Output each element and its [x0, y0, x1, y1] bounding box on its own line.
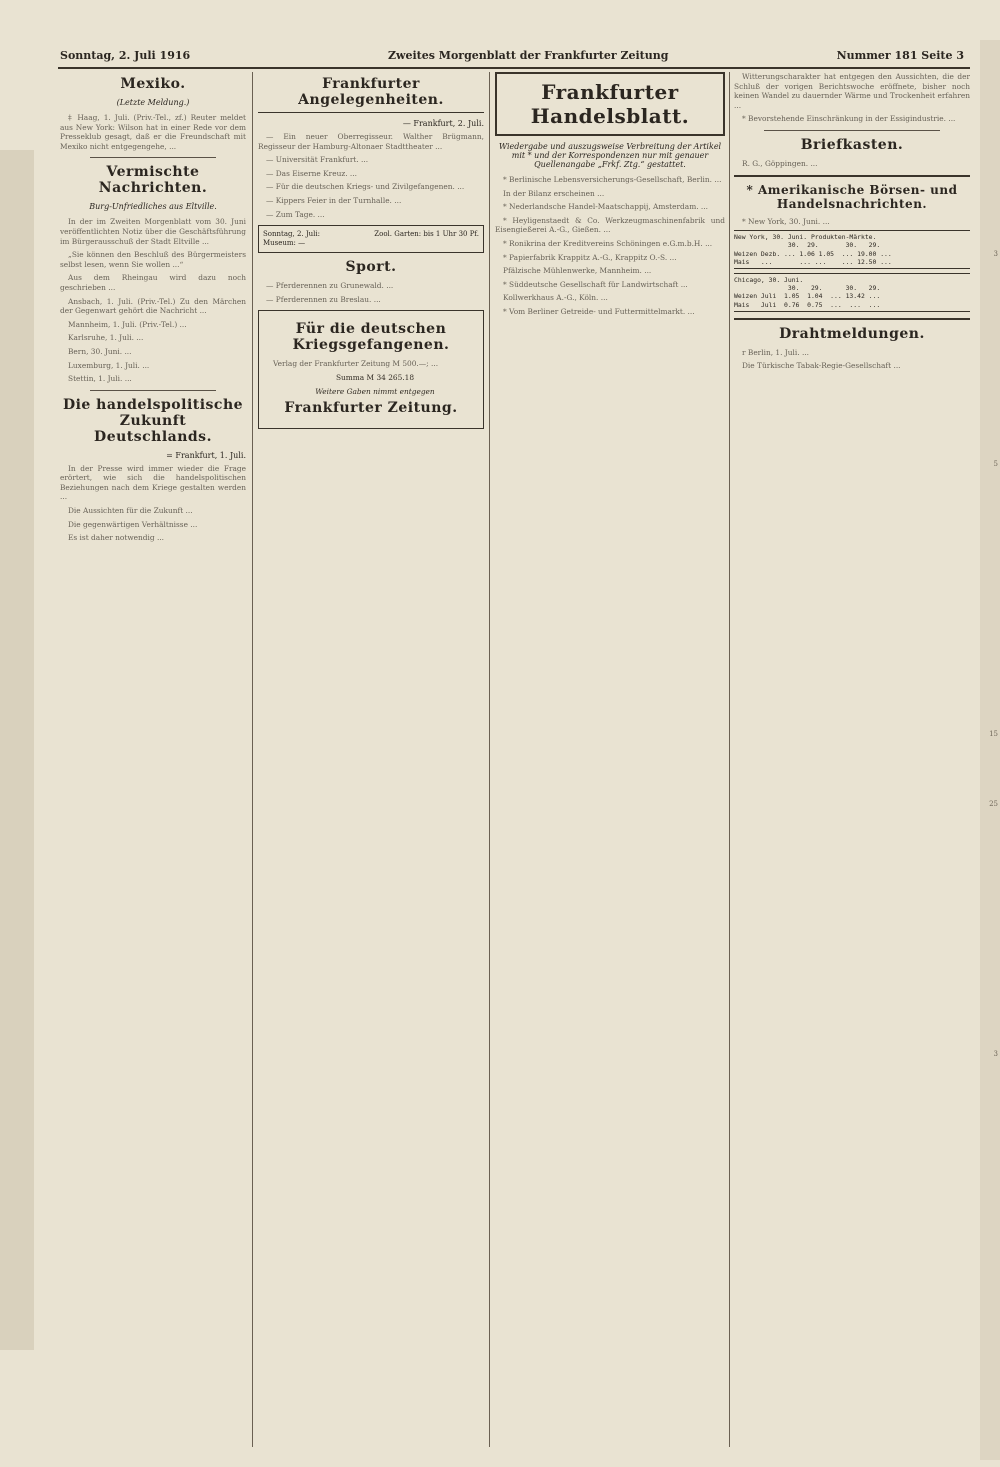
- article-text: Aus dem Rheingau wird dazu noch geschrieben ...: [60, 273, 246, 292]
- heading-handelspolitik: Die handelspolitische Zukunft Deutschlands.: [62, 396, 244, 445]
- article-text: * Heyligenstaedt & Co. Werkzeugmaschinenfabrik und Eisengießerei A.-G., Gießen. ...: [495, 215, 725, 235]
- heading-briefkasten: Briefkasten.: [800, 136, 904, 153]
- masthead-date: Sonntag, 2. Juli 1916: [60, 49, 191, 62]
- donation-footer: Weitere Gaben nimmt entgegen: [315, 386, 435, 396]
- article-text: Pfälzische Mühlenwerke, Mannheim. ...: [503, 266, 652, 276]
- article-text: Stettin, 1. Juli. ...: [68, 374, 132, 384]
- article-text: In der Bilanz erscheinen ...: [503, 188, 605, 198]
- article-text: — Ein neuer Oberregisseur. Walther Brügmann, Regisseur der Hamburg-Altonaer Stadttheater ...: [258, 132, 484, 151]
- heading-amerikanische: * Amerikanische Börsen- und Handelsnachrichten.: [746, 182, 958, 211]
- heading-mexiko-sub: (Letzte Meldung.): [116, 98, 190, 107]
- article-text: In der Presse wird immer wieder die Frage erörtert, wie sich die handelspolitischen Beziehungen nach dem Kriege gestalten werden ...: [60, 463, 246, 502]
- article-text: Mannheim, 1. Juli. (Priv.-Tel.) ...: [68, 319, 187, 329]
- table-title: New York, 30. Juni. Produkten-Märkte.: [734, 233, 877, 242]
- article-text: * New York, 30. Juni. ...: [742, 216, 830, 226]
- article-text: Bern, 30. Juni. ...: [68, 346, 132, 356]
- article-text: Kollwerkhaus A.-G., Köln. ...: [503, 293, 608, 303]
- article-text: Die Türkische Tabak-Regie-Gesellschaft ...: [742, 361, 901, 371]
- zoo-hours: Zool. Garten: bis 1 Uhr 30 Pf.: [374, 230, 479, 239]
- heading-frankfurter-angelegenheiten: Frankfurter Angelegenheiten.: [258, 76, 484, 113]
- heading-handelsblatt: Frankfurter Handelsblatt.: [495, 72, 725, 136]
- article-text: * Berlinische Lebensversicherungs-Gesellschaft, Berlin. ...: [503, 175, 722, 184]
- column-3: [495, 72, 725, 1452]
- article-text: Die gegenwärtigen Verhältnisse ...: [68, 519, 198, 529]
- article-text: * Bevorstehende Einschränkung in der Essigindustrie. ...: [742, 114, 956, 124]
- masthead-page: Nummer 181 Seite 3: [836, 49, 964, 62]
- heading-mexiko: Mexiko.: [120, 76, 186, 92]
- article-text: ‡ Haag, 1. Juli. (Priv.-Tel., zf.) Reuter meldet aus New York: Wilson hat in einer Rede vor dem Presseklub gesagt, daß er die Freundschaft mit Mexiko nicht entgegengehe, ...: [60, 113, 246, 151]
- donation-box: [258, 310, 484, 429]
- article-text: Ansbach, 1. Juli. (Priv.-Tel.) Zu den Märchen der Gegenwart gehört die Nachricht ...: [60, 296, 246, 316]
- article-text: — Das Eiserne Kreuz. ...: [266, 168, 357, 178]
- article-text: Verlag der Frankfurter Zeitung M 500.—; ...: [273, 359, 439, 369]
- museum-line: Museum: —: [263, 239, 306, 248]
- article-text: — Universität Frankfurt. ...: [266, 155, 369, 165]
- produce-table: New York, 30. Juni. Produkten-Märkte. 30. 29. 30. 29. Weizen Dezb. ... 1.06 1.05 ... 19.00 ... Mais ... ... ... ... 12.50 ...: [734, 230, 970, 269]
- article-text: — Pferderennen zu Breslau. ...: [266, 294, 381, 304]
- column-rule: [729, 72, 730, 1447]
- article-text: — Kippers Feier in der Turnhalle. ...: [266, 195, 402, 205]
- column-2: [258, 72, 484, 1452]
- heading-vermischte: Vermischte Nachrichten.: [98, 164, 208, 197]
- donation-sign: Frankfurter Zeitung.: [284, 400, 458, 417]
- theater-listing: [258, 225, 484, 253]
- heading-vermischte-sub: Burg-Unfriedliches aus Eltville.: [89, 202, 217, 212]
- dateline: = Frankfurt, 1. Juli.: [166, 450, 246, 460]
- article-text: Es ist daher notwendig ...: [68, 533, 165, 543]
- donation-title: Für die deutschen Kriegsgefangenen.: [292, 321, 450, 354]
- chicago-table: Chicago, 30. Juni. 30. 29. 30. 29. Weizen Juli 1.05 1.04 ... 13.42 ... Mais Juli 0.76 0.75 ... ... ...: [734, 273, 970, 312]
- table2-title: Chicago, 30. Juni.: [734, 275, 804, 284]
- heading-drahtmeldungen: Drahtmeldungen.: [779, 325, 925, 342]
- dateline: — Frankfurt, 2. Juli.: [402, 119, 484, 128]
- article-text: Witterungscharakter hat entgegen den Aussichten, die der Schluß der vorigen Berichtswoche eröffnete, bisher noch keinen Wandel zu dauernder Wärme und Trockenheit erfahren ...: [734, 72, 970, 110]
- article-text: * Nederlandsche Handel-Maatschappij, Amsterdam. ...: [503, 202, 708, 212]
- article-text: r Berlin, 1. Juli. ...: [742, 347, 810, 357]
- article-text: — Pferderennen zu Grunewald. ...: [266, 281, 394, 291]
- article-text: „Sie können den Beschluß des Bürgermeisters selbst lesen, wenn Sie wollen ...“: [60, 250, 246, 269]
- article-text: Die Aussichten für die Zukunft ...: [68, 506, 193, 516]
- article-text: Karlsruhe, 1. Juli. ...: [68, 333, 144, 343]
- handelsblatt-note: Wiedergabe und auszugsweise Verbreitung der Artikel mit * und der Korrespondenzen nur mit genauer Quellenangabe „Frkf. Ztg.“ gestattet.: [498, 142, 722, 169]
- newspaper-masthead: [58, 47, 970, 69]
- column-4: [734, 72, 970, 1452]
- column-1: [60, 72, 246, 1452]
- left-scan-margin: [0, 150, 34, 1350]
- article-text: — Zum Tage. ...: [266, 209, 325, 219]
- heading-sport: Sport.: [345, 259, 397, 276]
- article-text: * Vom Berliner Getreide- und Futtermittelmarkt. ...: [503, 306, 695, 316]
- article-text: * Süddeutsche Gesellschaft für Landwirtschaft ...: [503, 279, 688, 289]
- article-text: Luxemburg, 1. Juli. ...: [68, 360, 150, 370]
- donation-total: Summa M 34 265.18: [335, 372, 415, 382]
- article-text: In der im Zweiten Morgenblatt vom 30. Juni veröffentlichten Notiz über die Geschäftsführung im Bürgerausschuß der Stadt Eltville ...: [60, 217, 246, 246]
- article-text: * Ronikrina der Kreditvereins Schöningen e.G.m.b.H. ...: [503, 238, 713, 248]
- right-scan-margin: 3 5 15 25 3: [980, 40, 1000, 1460]
- column-rule: [489, 72, 490, 1447]
- article-text: — Für die deutschen Kriegs- und Zivilgefangenen. ...: [266, 182, 465, 192]
- column-rule: [252, 72, 253, 1447]
- article-text: * Papierfabrik Krappitz A.-G., Krappitz O.-S. ...: [503, 252, 677, 262]
- masthead-title: Zweites Morgenblatt der Frankfurter Zeitung: [388, 49, 669, 62]
- article-text: R. G., Göppingen. ...: [742, 158, 818, 168]
- theater-date: Sonntag, 2. Juli:: [263, 230, 320, 239]
